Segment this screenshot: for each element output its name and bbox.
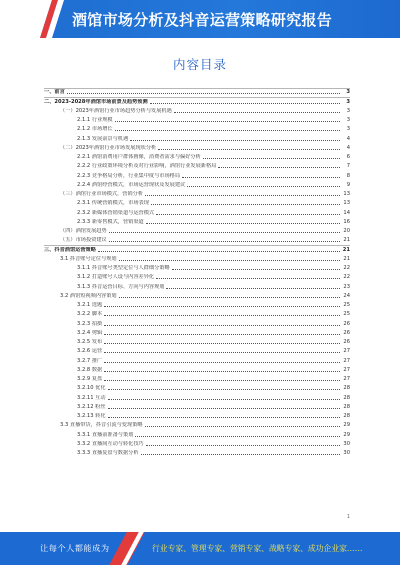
toc-entry-page: 25 (343, 302, 350, 308)
toc-entry[interactable] (44, 308, 350, 317)
toc-entry-title: 3.1.1 抖音账号类型定位与人群细分策略 (77, 265, 170, 271)
toc-entry-page: 4 (346, 144, 350, 151)
toc-dot-leader (182, 177, 340, 178)
toc-entry-title: 3.2.4 剪辑 (77, 329, 103, 336)
toc-entry-page: 25 (343, 311, 350, 318)
table-of-contents (44, 86, 350, 456)
footer-slogan: 让每个人都能成为 (40, 543, 110, 553)
toc-entry-page: 26 (343, 320, 350, 327)
toc-dot-leader (98, 251, 340, 252)
toc-entry-page: 27 (343, 348, 350, 355)
toc-dot-leader (145, 426, 340, 427)
toc-entry-title: 2.3.3 新零售模式，营销渠道 (77, 218, 144, 225)
toc-dot-leader (218, 167, 340, 168)
toc-entry[interactable] (44, 373, 350, 382)
toc-dot-leader (104, 315, 340, 316)
toc-entry[interactable] (44, 336, 350, 345)
toc-entry-page: 21 (343, 255, 350, 262)
toc-entry-page: 28 (343, 394, 350, 401)
toc-entry-title: 二、2023-2028年酒馆市场前景及趋势预测 (44, 98, 148, 105)
toc-entry[interactable] (44, 299, 350, 308)
toc-dot-leader (119, 260, 340, 261)
toc-entry[interactable] (44, 188, 350, 197)
toc-entry-title: 3.2.10 优化 (77, 385, 106, 392)
toc-heading: 内容目录 (172, 57, 227, 72)
toc-entry-title: 2.3.2 新媒体营销渠道与运营模式 (77, 209, 155, 216)
toc-entry-title: 2.1.2 市场增长 (77, 126, 113, 133)
toc-entry-title: （四）酒馆发展趋势 (60, 228, 107, 234)
toc-entry-title: （一）2023年酒馆行业市场趋势分析与发展机遇 (60, 107, 172, 114)
toc-dot-leader (115, 121, 340, 122)
toc-entry-page: 28 (343, 403, 350, 410)
toc-entry-page: 30 (343, 440, 350, 447)
toc-entry-page: 22 (343, 265, 350, 271)
toc-dot-leader (150, 103, 340, 104)
toc-dot-leader (109, 241, 340, 242)
toc-dot-leader (104, 352, 340, 353)
toc-entry[interactable] (44, 132, 350, 141)
toc-entry-page: 13 (343, 191, 350, 197)
toc-dot-leader (109, 232, 340, 233)
toc-entry-title: 3.2.6 运营 (77, 348, 103, 355)
toc-dot-leader (104, 325, 340, 326)
toc-entry[interactable] (44, 142, 350, 151)
toc-entry-page: 14 (343, 209, 350, 216)
toc-dot-leader (156, 278, 340, 279)
toc-entry-page: 16 (343, 218, 350, 225)
toc-dot-leader (104, 306, 340, 307)
toc-entry-page: 26 (343, 329, 350, 336)
toc-entry-title: 三、抖音酒馆运营策略 (44, 246, 96, 253)
toc-entry-title: 3.2.13 转化 (77, 413, 106, 419)
toc-entry-page: 21 (343, 237, 350, 244)
toc-entry[interactable] (44, 225, 350, 234)
toc-dot-leader (115, 130, 340, 131)
toc-entry-page: 22 (343, 274, 350, 281)
toc-entry[interactable] (44, 327, 350, 336)
toc-dot-leader (104, 362, 340, 363)
toc-entry[interactable] (44, 438, 350, 447)
toc-entry[interactable] (44, 410, 350, 419)
toc-dot-leader (130, 140, 340, 141)
toc-entry-page: 23 (343, 283, 350, 290)
toc-entry-page: 8 (346, 172, 350, 179)
toc-entry[interactable] (44, 382, 350, 391)
toc-dot-leader (174, 112, 340, 113)
toc-dot-leader (104, 343, 340, 344)
toc-entry-page: 4 (346, 135, 350, 142)
toc-dot-leader (141, 454, 340, 455)
toc-entry-title: 3.2.3 拍摄 (77, 320, 103, 327)
toc-dot-leader (119, 297, 340, 298)
toc-entry[interactable] (44, 401, 350, 410)
toc-entry-page: 28 (343, 413, 350, 419)
toc-entry[interactable] (44, 280, 350, 289)
toc-entry-page: 30 (343, 450, 350, 456)
toc-entry-title: 3.3 直播带货，抖音引流与变现策略 (60, 422, 143, 429)
toc-entry-title: 3.3.1 直播前准备与策划 (77, 431, 134, 438)
toc-entry-page: 26 (343, 339, 350, 345)
toc-dot-leader (67, 93, 340, 94)
toc-entry-page: 20 (343, 228, 350, 234)
toc-entry-title: （三）酒馆行业市场模式，营销分析 (60, 191, 144, 197)
toc-entry-page: 29 (343, 431, 350, 438)
toc-entry-title: 2.2.3 竞争格局分析，行业集中度与市场格局 (77, 172, 181, 179)
toc-entry-page: 6 (346, 154, 350, 160)
toc-dot-leader (146, 223, 340, 224)
toc-dot-leader (135, 436, 340, 437)
toc-entry-title: 一、前言 (44, 89, 65, 96)
toc-entry[interactable] (44, 114, 350, 123)
toc-entry-title: （二）2023年酒馆行业市场发展现状分析 (60, 144, 157, 151)
report-header (0, 0, 400, 38)
toc-entry[interactable] (44, 447, 350, 456)
toc-entry-title: 3.3.2 直播间互动与转化技巧 (77, 440, 144, 447)
toc-entry-title: 2.1.1 行业规模 (77, 117, 113, 123)
toc-entry[interactable] (44, 419, 350, 428)
toc-entry[interactable] (44, 391, 350, 400)
toc-dot-leader (172, 269, 340, 270)
toc-entry-title: 3.1.3 抖音运营目标、方向与内容规划 (77, 283, 165, 290)
toc-entry-page: 27 (343, 357, 350, 364)
toc-entry-title: 3.3.3 直播复盘与数据分析 (77, 450, 139, 456)
toc-entry-title: 2.2.1 酒馆消费用户群体画像，消费者需求与偏好分析 (77, 154, 201, 160)
toc-entry-title: 3.2.1 选题 (77, 302, 103, 308)
toc-entry-title: 3.2 酒馆短视频内容策划 (60, 292, 117, 299)
toc-entry-page: 24 (343, 292, 350, 299)
toc-entry-title: （五）市场投资建议 (60, 237, 107, 244)
toc-entry-title: 2.2.4 酒馆经营模式，市场运营现状及发展建议 (77, 181, 186, 188)
toc-entry-page: 3 (346, 107, 350, 114)
toc-entry[interactable] (44, 253, 350, 262)
toc-entry-page: 13 (343, 200, 350, 207)
toc-entry[interactable] (44, 428, 350, 437)
toc-entry[interactable] (44, 345, 350, 354)
toc-dot-leader (158, 149, 340, 150)
toc-entry[interactable] (44, 86, 350, 95)
toc-entry-title: 3.2.5 发布 (77, 339, 103, 345)
toc-dot-leader (108, 408, 340, 409)
toc-entry[interactable] (44, 197, 350, 206)
page-number: 1 (346, 514, 350, 520)
toc-entry-title: 3.1.2 打造账号人设与内容差异化 (77, 274, 155, 281)
toc-entry-page: 3 (346, 98, 350, 105)
toc-entry[interactable] (44, 216, 350, 225)
toc-entry-page: 21 (342, 246, 350, 253)
toc-entry[interactable] (44, 105, 350, 114)
toc-entry[interactable] (44, 206, 350, 215)
toc-entry-title: 3.2.9 复盘 (77, 376, 103, 382)
toc-entry-title: 3.2.12 粉丝 (77, 403, 106, 410)
toc-dot-leader (104, 380, 340, 381)
toc-entry-title: 3.1 抖音账号定位与规划 (60, 255, 117, 262)
toc-entry-title: 2.3.1 传统营销模式，市场表现 (77, 200, 149, 207)
toc-entry[interactable] (44, 262, 350, 271)
toc-entry-title: 3.2.7 推广 (77, 357, 103, 364)
toc-dot-leader (108, 399, 340, 400)
report-footer (0, 532, 400, 565)
toc-dot-leader (156, 214, 340, 215)
toc-entry[interactable] (44, 179, 350, 188)
toc-entry-page: 29 (343, 422, 350, 429)
toc-entry[interactable] (44, 354, 350, 363)
toc-entry[interactable] (44, 364, 350, 373)
toc-entry[interactable] (44, 234, 350, 243)
toc-dot-leader (104, 371, 340, 372)
footer-expert-list: 行业专家、管理专家、营销专家、战略专家、成功企业家…… (152, 544, 363, 553)
toc-entry-title: 2.2.2 行业政策环境分析及对行业影响，酒馆行业发展新格局 (77, 163, 217, 170)
toc-dot-leader (108, 389, 340, 390)
toc-entry-page: 3 (346, 89, 350, 96)
toc-entry[interactable] (44, 317, 350, 326)
toc-entry[interactable] (44, 169, 350, 178)
toc-entry-page: 3 (346, 117, 350, 123)
toc-dot-leader (151, 204, 340, 205)
toc-entry-page: 9 (346, 181, 350, 188)
toc-entry[interactable] (44, 123, 350, 132)
toc-entry-title: 3.2.11 互动 (77, 394, 106, 401)
toc-entry[interactable] (44, 290, 350, 299)
toc-dot-leader (203, 158, 340, 159)
toc-entry-page: 3 (346, 126, 350, 133)
report-title: 酒馆市场分析及抖音运营策略研究报告 (72, 11, 333, 29)
toc-entry-page: 27 (343, 376, 350, 382)
toc-entry[interactable] (44, 160, 350, 169)
toc-dot-leader (108, 417, 340, 418)
toc-dot-leader (166, 288, 340, 289)
toc-entry[interactable] (44, 271, 350, 280)
toc-entry-title: 3.2.8 数据 (77, 366, 103, 373)
toc-entry[interactable] (44, 243, 350, 252)
toc-dot-leader (104, 334, 340, 335)
toc-entry-title: 3.2.2 脚本 (77, 311, 103, 318)
toc-dot-leader (146, 445, 340, 446)
toc-entry-page: 28 (343, 385, 350, 392)
toc-entry-page: 27 (343, 366, 350, 373)
toc-entry[interactable] (44, 95, 350, 104)
header-corner-decoration (0, 0, 70, 38)
toc-dot-leader (187, 186, 340, 187)
toc-entry[interactable] (44, 151, 350, 160)
toc-entry-page: 7 (346, 163, 350, 170)
toc-dot-leader (145, 195, 340, 196)
toc-entry-title: 2.1.3 发展前景与机遇 (77, 135, 129, 142)
